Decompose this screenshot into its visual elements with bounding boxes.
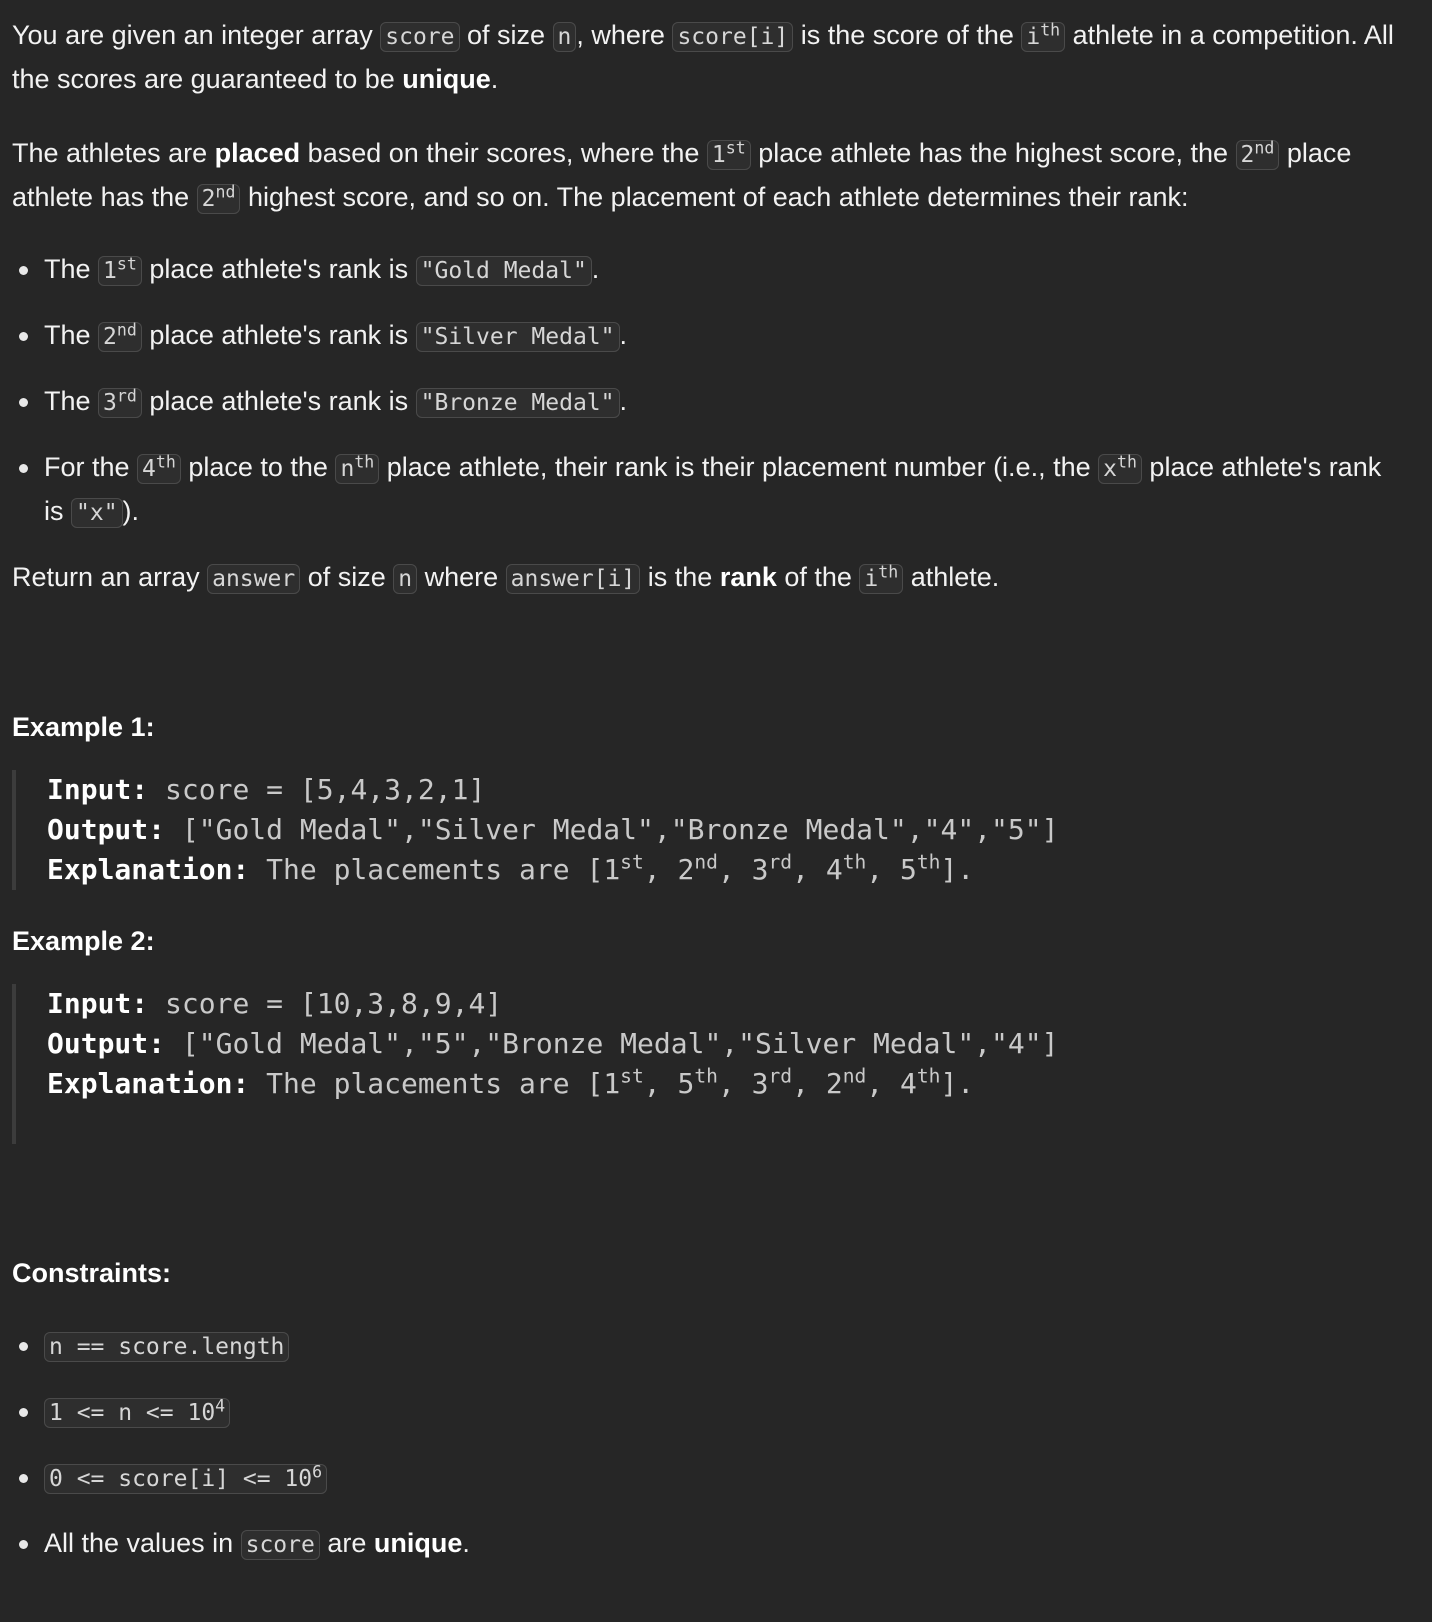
bold-text: rank (719, 562, 777, 592)
placement-number: 1 (603, 1067, 621, 1100)
code-superscript: st (116, 254, 137, 274)
explanation-text: ]. (940, 1067, 975, 1100)
rule-text: place to the (180, 452, 336, 482)
explanation-label: Explanation: (47, 1067, 250, 1100)
code-base: 3 (103, 390, 117, 416)
code-base: 2 (201, 186, 216, 212)
place-code (707, 140, 751, 170)
rule-text: place athlete's rank is (44, 452, 1382, 526)
intro-text: . (490, 64, 499, 94)
rule-text: For the (44, 452, 138, 482)
list-item (12, 1324, 1406, 1368)
example-2-heading: Example 2: (12, 926, 155, 956)
intro-text: is the score of the (793, 20, 1022, 50)
placement-text: place athlete has the highest score, the (750, 138, 1236, 168)
placement-number: 5 (900, 853, 917, 886)
placement-number: 1 (603, 853, 621, 886)
constraint-text: are (319, 1528, 374, 1558)
example-output-line (47, 1024, 1406, 1064)
code-superscript: th (354, 452, 375, 472)
code-superscript: 6 (312, 1462, 323, 1482)
separator: , (792, 1067, 826, 1100)
rule-text: place athlete, their rank is their placement number (i.e., the (379, 452, 1099, 482)
rank-rules-list (12, 248, 1406, 534)
placement-number: 2 (677, 853, 695, 886)
code-base: 0 <= score[i] <= 10 (49, 1466, 313, 1492)
rule-text: place athlete's rank is (141, 320, 416, 350)
placement-number: 4 (825, 853, 843, 886)
answer-code: answer (207, 564, 300, 594)
code-base: 1 <= n <= 10 (49, 1400, 216, 1426)
code-superscript: rd (116, 386, 137, 406)
n-code: n (553, 22, 577, 52)
bold-text: unique (402, 64, 491, 94)
ith-code (859, 564, 903, 594)
separator: , (717, 1067, 752, 1100)
example-1-block (12, 770, 1406, 890)
code-base: 2 (1240, 142, 1255, 168)
constraints-heading: Constraints: (12, 1258, 172, 1288)
constraint-text: All the values in (44, 1528, 241, 1558)
code-base: i (864, 566, 879, 592)
intro-text: , where (576, 20, 673, 50)
explanation-text: The placements are [ (249, 1067, 604, 1100)
code-superscript: 4 (215, 1396, 226, 1416)
rule-text: place athlete's rank is (141, 386, 416, 416)
intro-text: of size (459, 20, 553, 50)
list-item (12, 248, 1406, 292)
input-value: score = [10,3,8,9,4] (148, 987, 503, 1020)
input-value: score = [5,4,3,2,1] (148, 773, 486, 806)
list-item (12, 1456, 1406, 1500)
output-label: Output: (47, 1027, 166, 1060)
return-paragraph (12, 556, 1406, 600)
placement-number: 3 (751, 853, 769, 886)
code-base: 1 (711, 142, 726, 168)
code-base: n (340, 456, 355, 482)
placement-suffix: rd (768, 850, 793, 874)
rule-text: ). (122, 496, 140, 526)
constraint-code: n == score.length (44, 1332, 289, 1362)
output-value: ["Gold Medal","Silver Medal","Bronze Medal","4","5"] (165, 813, 1059, 846)
constraint-text: . (462, 1528, 470, 1558)
rule-text: The (44, 320, 99, 350)
rank-code: "Bronze Medal" (416, 388, 620, 418)
code-base: x (1103, 456, 1117, 482)
placement-suffix: st (620, 850, 644, 874)
placement-number: 3 (751, 1067, 769, 1100)
input-label: Input: (47, 773, 149, 806)
rank-code: "Gold Medal" (416, 256, 592, 286)
separator: , (866, 1067, 900, 1100)
placement-paragraph (12, 132, 1406, 220)
example-explanation-line (47, 1064, 1406, 1104)
placement-text: place athlete has the (12, 138, 1352, 212)
placement-suffix: th (842, 850, 867, 874)
separator: , (643, 853, 678, 886)
separator: , (717, 853, 752, 886)
rule-text: The (44, 254, 99, 284)
placement-number: 5 (677, 1067, 695, 1100)
code-base: 1 (103, 258, 117, 284)
ith-code (1021, 22, 1065, 52)
placement-text: The athletes are (12, 138, 215, 168)
code-superscript: nd (1254, 138, 1275, 158)
example-explanation-line (47, 850, 1406, 890)
placement-suffix: nd (842, 1064, 867, 1088)
placement-suffix: st (620, 1064, 644, 1088)
score-i-code: score[i] (672, 22, 793, 52)
list-item (12, 446, 1406, 534)
placement-number: 4 (900, 1067, 917, 1100)
bold-text: unique (373, 1528, 463, 1558)
rule-text: The (44, 386, 99, 416)
n-code: n (393, 564, 417, 594)
rank-code: "x" (71, 498, 123, 528)
rule-text: . (591, 254, 600, 284)
explanation-text: ]. (940, 853, 975, 886)
place-code (197, 184, 241, 214)
example-1-heading: Example 1: (12, 712, 155, 742)
example-input-line (47, 984, 1406, 1024)
place-code (1236, 140, 1280, 170)
answer-i-code: answer[i] (506, 564, 641, 594)
placement-text: highest score, and so on. The placement of each athlete determines their rank: (240, 182, 1189, 212)
intro-text: You are given an integer array (12, 20, 381, 50)
code-superscript: th (1116, 452, 1137, 472)
place-code (335, 454, 379, 484)
example-output-line (47, 810, 1406, 850)
place-code (98, 322, 142, 352)
list-item (12, 1390, 1406, 1434)
separator: , (866, 853, 900, 886)
placement-suffix: rd (768, 1064, 793, 1088)
code-superscript: nd (116, 320, 137, 340)
rank-code: "Silver Medal" (416, 322, 620, 352)
return-text: where (417, 562, 506, 592)
list-item (12, 314, 1406, 358)
code-superscript: st (725, 138, 746, 158)
placement-number: 2 (825, 1067, 843, 1100)
return-text: is the (640, 562, 720, 592)
return-text: of size (300, 562, 394, 592)
score-code: score (241, 1530, 320, 1560)
list-item (12, 1522, 1406, 1566)
code-base: 4 (142, 456, 156, 482)
intro-paragraph (12, 14, 1406, 100)
output-label: Output: (47, 813, 166, 846)
example-2-block (12, 984, 1406, 1144)
constraints-list (12, 1324, 1406, 1566)
rule-text: place athlete's rank is (141, 254, 416, 284)
placement-suffix: nd (694, 850, 718, 874)
placement-suffix: th (694, 1064, 718, 1088)
code-superscript: th (1040, 20, 1061, 40)
return-text: of the (776, 562, 860, 592)
list-item (12, 380, 1406, 424)
code-superscript: nd (215, 182, 236, 202)
code-base: i (1026, 24, 1041, 50)
bold-text: placed (214, 138, 301, 168)
output-value: ["Gold Medal","5","Bronze Medal","Silver Medal","4"] (165, 1027, 1059, 1060)
return-text: athlete. (903, 562, 1000, 592)
explanation-text: The placements are [ (249, 853, 604, 886)
explanation-label: Explanation: (47, 853, 250, 886)
placement-suffix: th (916, 1064, 941, 1088)
place-code (1098, 454, 1142, 484)
rule-text: . (619, 386, 628, 416)
code-base: 2 (103, 324, 117, 350)
intro-text: athlete in a competition. All the scores are guaranteed to be (12, 20, 1394, 94)
return-text: Return an array (12, 562, 208, 592)
constraint-code (44, 1398, 230, 1428)
constraint-code (44, 1464, 327, 1494)
score-code: score (380, 22, 459, 52)
place-code (98, 388, 142, 418)
place-code (98, 256, 142, 286)
input-label: Input: (47, 987, 149, 1020)
example-input-line (47, 770, 1406, 810)
code-superscript: th (155, 452, 176, 472)
separator: , (792, 853, 826, 886)
rule-text: . (619, 320, 628, 350)
placement-suffix: th (916, 850, 941, 874)
placement-text: based on their scores, where the (300, 138, 707, 168)
separator: , (643, 1067, 678, 1100)
place-code (137, 454, 181, 484)
code-superscript: th (878, 562, 899, 582)
